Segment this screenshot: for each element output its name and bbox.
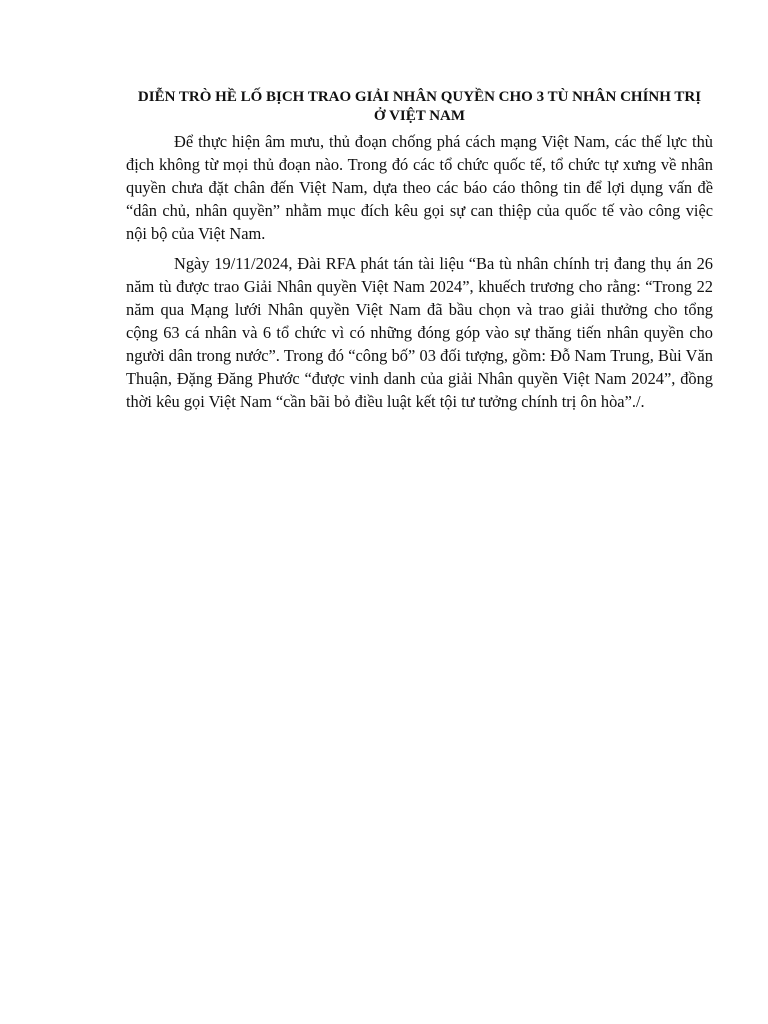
paragraph-2: Ngày 19/11/2024, Đài RFA phát tán tài liệu “Ba tù nhân chính trị đang thụ án 26 năm tù được trao Giải Nhân quyền Việt Nam 2024”, khuếch trương cho rằng: “Trong 22 năm qua Mạng lưới Nhân quyền Việt Nam đã bầu chọn và trao giải thưởng cho tổng cộng 63 cá nhân và 6 tổ chức vì có những đóng góp vào sự thăng tiến nhân quyền cho người dân trong nước”. Trong đó “công bố” 03 đối tượng, gồm: Đỗ Nam Trung, Bùi Văn Thuận, Đặng Đăng Phước “được vinh danh của giải Nhân quyền Việt Nam 2024”, đồng thời kêu gọi Việt Nam “cần bãi bỏ điều luật kết tội tư tưởng chính trị ôn hòa”./. [126, 254, 713, 411]
document-body [126, 88, 713, 420]
document-title: DIỄN TRÒ HỀ LỐ BỊCH TRAO GIẢI NHÂN QUYỀN CHO 3 TÙ NHÂN CHÍNH TRỊ Ở VIỆT NAM [137, 89, 702, 124]
paragraph-1: Để thực hiện âm mưu, thủ đoạn chống phá cách mạng Việt Nam, các thế lực thù địch không từ mọi thủ đoạn nào. Trong đó các tổ chức quốc tế, tổ chức tự xưng về nhân quyền chưa đặt chân đến Việt Nam, dựa theo các báo cáo thông tin để lợi dụng vấn đề “dân chủ, nhân quyền” nhằm mục đích kêu gọi sự can thiệp của quốc tế vào công việc nội bộ của Việt Nam. [126, 132, 713, 243]
